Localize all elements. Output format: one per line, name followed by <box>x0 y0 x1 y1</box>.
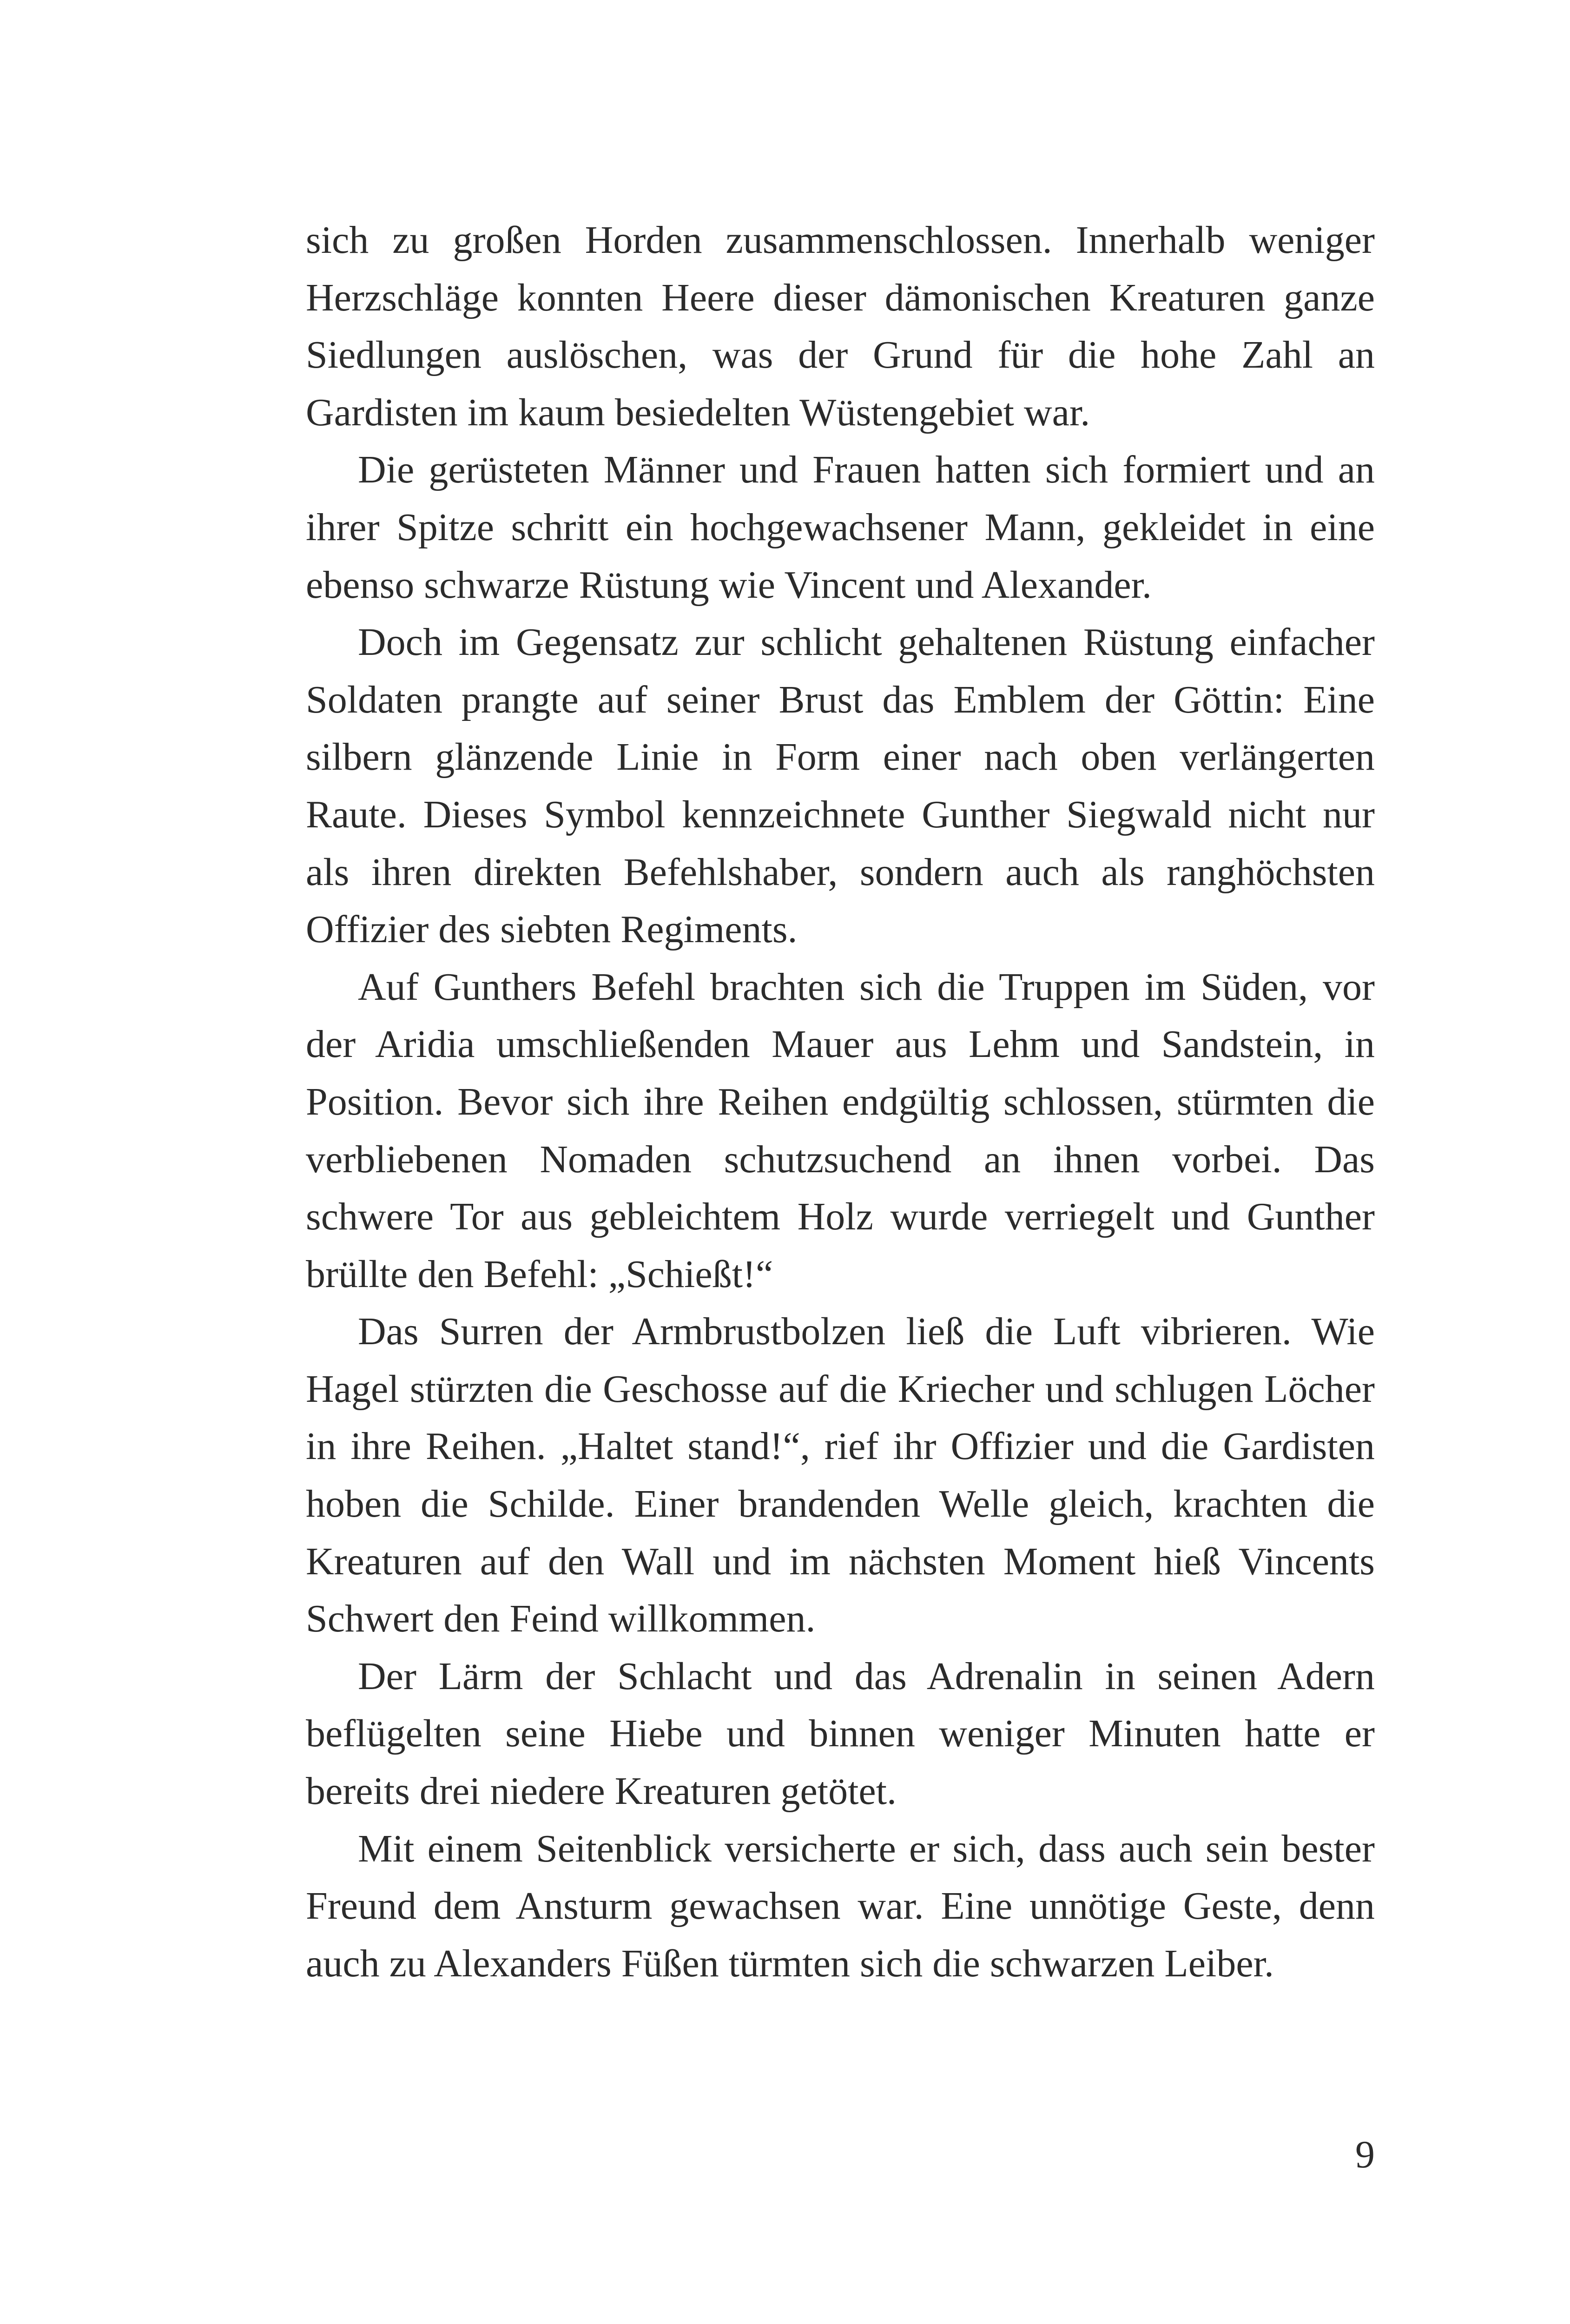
paragraph-7: Mit einem Seitenblick versicherte er sich, dass auch sein bester Freund dem Ansturm gewachsen war. Eine unnötige Geste, denn auch zu Alexanders Füßen türmten sich die schwarzen Leiber. <box>306 1827 1375 1985</box>
paragraph-6: Der Lärm der Schlacht und das Adrenalin in seinen Adern beflügelten seine Hiebe und binnen weniger Minuten hatte er bereits drei niedere Kreaturen getötet. <box>306 1654 1375 1813</box>
paragraph-3: Doch im Gegensatz zur schlicht gehaltenen Rüstung einfacher Soldaten prangte auf seiner Brust das Emblem der Göttin: Eine silbern glänzende Linie in Form einer nach oben verlängerten Raute. Dieses Symbol kennzeichnete Gunther Siegwald nicht nur als ihren direkten Befehlshaber, sondern auch als ranghöchsten Offizier des siebten Regiments. <box>306 621 1375 951</box>
paragraph-1: sich zu großen Horden zusammenschlossen. Innerhalb weniger Herzschläge konnten Heere dieser dämonischen Kreaturen ganze Siedlungen auslöschen, was der Grund für die hohe Zahl an Gardisten im kaum besiedelten Wüstengebiet war. <box>306 218 1375 434</box>
paragraph-2: Die gerüsteten Männer und Frauen hatten sich formiert und an ihrer Spitze schritt ein hochgewachsener Mann, gekleidet in eine ebenso schwarze Rüstung wie Vincent und Alexander. <box>306 448 1375 607</box>
page-number: 9 <box>1355 2133 1375 2176</box>
paragraph-5: Das Surren der Armbrustbolzen ließ die Luft vibrieren. Wie Hagel stürzten die Geschosse auf die Kriecher und schlugen Löcher in ihre Reihen. „Haltet stand!“, rief ihr Offizier und die Gardisten hoben die Schilde. Einer brandenden Welle gleich, krachten die Kreaturen auf den Wall und im nächsten Moment hieß Vincents Schwert den Feind willkommen. <box>306 1310 1375 1641</box>
paragraph-4: Auf Gunthers Befehl brachten sich die Truppen im Süden, vor der Aridia umschließenden Mauer aus Lehm und Sandstein, in Position. Bevor sich ihre Reihen endgültig schlossen, stürmten die verbliebenen Nomaden schutzsuchend an ihnen vorbei. Das schwere Tor aus gebleichtem Holz wurde verriegelt und Gunther brüllte den Befehl: „Schießt!“ <box>306 965 1375 1296</box>
body-text <box>306 211 1375 1992</box>
